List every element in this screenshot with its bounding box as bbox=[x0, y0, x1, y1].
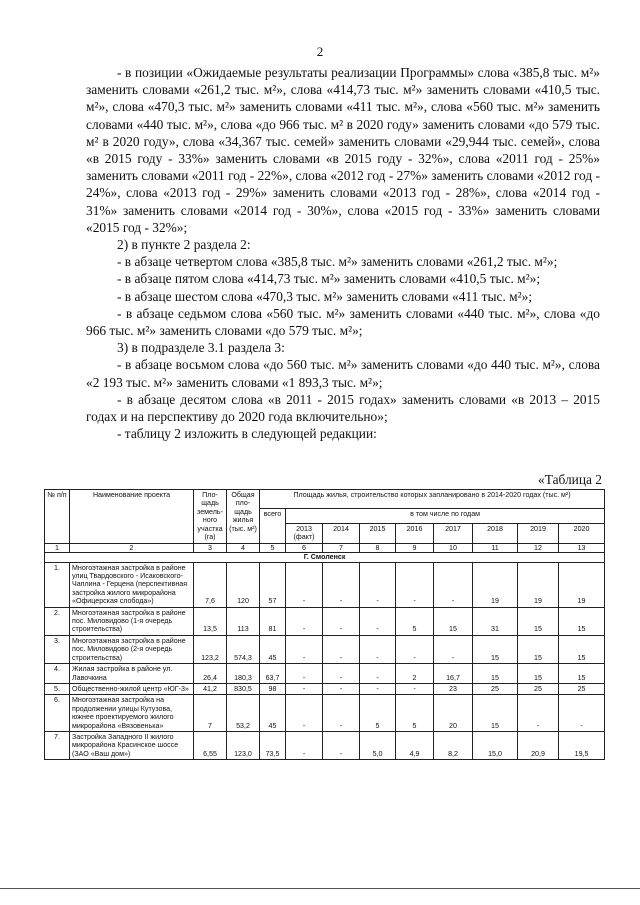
cell-area: 7 bbox=[194, 695, 227, 732]
cell-year: - bbox=[323, 695, 360, 732]
cell-year: 19 bbox=[559, 562, 605, 607]
col-header-year: 2016 bbox=[396, 524, 434, 544]
cell-total: 45 bbox=[260, 695, 286, 732]
paragraph: - в абзаце четвертом слова «385,8 тыс. м²» заменить словами «261,2 тыс. м²»; bbox=[117, 254, 558, 270]
paragraph: - в абзаце десятом слова «в 2011 - 2015 годах» заменить словами «в 2013 – 2015 годах и на перспективу до 2020 года включительно»; bbox=[86, 391, 600, 425]
cell-total: 73,5 bbox=[260, 731, 286, 759]
col-header-area: Пло- щадь земель- ного участка (га) bbox=[194, 490, 227, 544]
cell-year: 19 bbox=[473, 562, 518, 607]
cell-year: - bbox=[518, 695, 559, 732]
table-row bbox=[45, 731, 605, 759]
cell-year: - bbox=[286, 562, 323, 607]
cell-year: - bbox=[286, 607, 323, 635]
cell-year: - bbox=[323, 562, 360, 607]
col-number: 4 bbox=[227, 543, 260, 552]
col-header-by-year: в том числе по годам bbox=[286, 509, 605, 524]
paragraph: - в абзаце пятом слова «414,73 тыс. м²» заменить словами «410,5 тыс. м²»; bbox=[117, 271, 541, 287]
col-header-total: всего bbox=[260, 509, 286, 544]
cell-year: 15 bbox=[518, 607, 559, 635]
cell-area: 41,2 bbox=[194, 683, 227, 694]
cell-year: 4,9 bbox=[396, 731, 434, 759]
cell-year: 19 bbox=[518, 562, 559, 607]
cell-year: - bbox=[286, 731, 323, 759]
cell-area: 6,55 bbox=[194, 731, 227, 759]
paragraph: 3) в подразделе 3.1 раздела 3: bbox=[117, 340, 285, 356]
cell-area: 13,5 bbox=[194, 607, 227, 635]
cell-num: 3. bbox=[45, 635, 70, 663]
col-header-year: 2017 bbox=[434, 524, 473, 544]
cell-year: 8,2 bbox=[434, 731, 473, 759]
col-header-num: № п/п bbox=[45, 490, 70, 544]
cell-year: - bbox=[323, 731, 360, 759]
cell-total: 45 bbox=[260, 635, 286, 663]
cell-total-area: 120 bbox=[227, 562, 260, 607]
col-number: 2 bbox=[70, 543, 194, 552]
col-header-plan: Площадь жилья, строительство которых запланировано в 2014-2020 годах (тыс. м²) bbox=[260, 490, 605, 509]
cell-year: - bbox=[559, 695, 605, 732]
cell-year: - bbox=[286, 664, 323, 684]
cell-year: 15 bbox=[518, 635, 559, 663]
col-number: 9 bbox=[396, 543, 434, 552]
col-header-year: 2013 (факт) bbox=[286, 524, 323, 544]
cell-year: 31 bbox=[473, 607, 518, 635]
paragraph: - таблицу 2 изложить в следующей редакции: bbox=[117, 426, 377, 442]
cell-total-area: 53,2 bbox=[227, 695, 260, 732]
cell-year: - bbox=[286, 683, 323, 694]
housing-table bbox=[44, 489, 605, 760]
document-body bbox=[86, 64, 600, 442]
cell-year: 15 bbox=[473, 635, 518, 663]
cell-total: 81 bbox=[260, 607, 286, 635]
cell-year: 15 bbox=[559, 664, 605, 684]
table-row bbox=[45, 562, 605, 607]
cell-name: Общественно-жилой центр «ЮГ-3» bbox=[70, 683, 194, 694]
col-number: 12 bbox=[518, 543, 559, 552]
cell-year: - bbox=[396, 635, 434, 663]
table-row bbox=[45, 695, 605, 732]
cell-year: 15 bbox=[518, 664, 559, 684]
cell-year: - bbox=[323, 664, 360, 684]
col-header-year: 2018 bbox=[473, 524, 518, 544]
paragraph: - в абзаце шестом слова «470,3 тыс. м²» заменить словами «411 тыс. м²»; bbox=[117, 288, 533, 304]
cell-area: 26,4 bbox=[194, 664, 227, 684]
col-header-name: Наименование проекта bbox=[70, 490, 194, 544]
table-row bbox=[45, 607, 605, 635]
cell-num: 7. bbox=[45, 731, 70, 759]
col-header-year: 2019 bbox=[518, 524, 559, 544]
col-header-year: 2020 bbox=[559, 524, 605, 544]
cell-total: 57 bbox=[260, 562, 286, 607]
cell-num: 4. bbox=[45, 664, 70, 684]
col-number: 11 bbox=[473, 543, 518, 552]
cell-num: 2. bbox=[45, 607, 70, 635]
cell-total-area: 830,5 bbox=[227, 683, 260, 694]
paragraph: - в абзаце восьмом слова «до 560 тыс. м²» заменить словами «до 440 тыс. м²», слова «2 193 тыс. м²» заменить словами «1 893,3 тыс. м²»; bbox=[86, 357, 600, 390]
cell-year: 5,0 bbox=[360, 731, 396, 759]
cell-year: 16,7 bbox=[434, 664, 473, 684]
cell-year: - bbox=[360, 683, 396, 694]
table-caption: «Таблица 2 bbox=[538, 472, 602, 487]
cell-year: - bbox=[323, 607, 360, 635]
col-number: 10 bbox=[434, 543, 473, 552]
paragraph: - в абзаце седьмом слова «560 тыс. м²» заменить словами «440 тыс. м²», слова «до 966 тыс. м²» заменить словами «до 579 тыс. м²»; bbox=[86, 305, 600, 339]
cell-area: 7,6 bbox=[194, 562, 227, 607]
cell-year: - bbox=[286, 695, 323, 732]
cell-year: 19,5 bbox=[559, 731, 605, 759]
cell-year: 5 bbox=[396, 695, 434, 732]
col-number: 6 bbox=[286, 543, 323, 552]
cell-year: 15 bbox=[434, 607, 473, 635]
cell-year: - bbox=[434, 635, 473, 663]
page-number: 2 bbox=[316, 44, 324, 59]
cell-year: - bbox=[360, 664, 396, 684]
cell-name: Многоэтажная застройка в районе улиц Твардовского - Исаковского-Чаплина - Герцена (перспективная застройка жилого микрорайона «Офицерская слобода») bbox=[70, 562, 194, 607]
col-header-year: 2014 bbox=[323, 524, 360, 544]
cell-year: - bbox=[323, 635, 360, 663]
col-number: 5 bbox=[260, 543, 286, 552]
cell-total: 98 bbox=[260, 683, 286, 694]
cell-year: 5 bbox=[360, 695, 396, 732]
cell-year: 25 bbox=[473, 683, 518, 694]
cell-name: Многоэтажная застройка на продолжении улицы Кутузова, южнее проектируемого жилого микрорайона «Вязовенька» bbox=[70, 695, 194, 732]
cell-total-area: 123,0 bbox=[227, 731, 260, 759]
cell-year: - bbox=[396, 562, 434, 607]
section-row: Г. Смоленск bbox=[45, 553, 605, 562]
col-header-year: 2015 bbox=[360, 524, 396, 544]
cell-name: Жилая застройка в районе ул. Лавочкина bbox=[70, 664, 194, 684]
cell-year: - bbox=[360, 562, 396, 607]
col-number: 8 bbox=[360, 543, 396, 552]
cell-num: 5. bbox=[45, 683, 70, 694]
cell-year: - bbox=[360, 635, 396, 663]
paragraph: 2) в пункте 2 раздела 2: bbox=[117, 237, 251, 253]
col-header-total-area: Общая пло- щадь жилья (тыс. м²) bbox=[227, 490, 260, 544]
cell-year: 15 bbox=[559, 607, 605, 635]
cell-year: - bbox=[286, 635, 323, 663]
cell-year: 20 bbox=[434, 695, 473, 732]
cell-num: 6. bbox=[45, 695, 70, 732]
cell-name: Застройка Западного II жилого микрорайона Красинское шоссе (ЗАО «Ваш дом») bbox=[70, 731, 194, 759]
cell-year: 15 bbox=[559, 635, 605, 663]
cell-total-area: 574,3 bbox=[227, 635, 260, 663]
cell-year: 15,0 bbox=[473, 731, 518, 759]
cell-year: 25 bbox=[518, 683, 559, 694]
cell-year: 25 bbox=[559, 683, 605, 694]
cell-year: 15 bbox=[473, 695, 518, 732]
paragraph: - в позиции «Ожидаемые результаты реализации Программы» слова «385,8 тыс. м²» заменить словами «261,2 тыс. м²», слова «414,73 тыс. м²» заменить словами «410,5 тыс. м²», слова «470,3 тыс. м²» заменить словами «411 тыс. м²», слова «560 тыс. м²» заменить словами «440 тыс. м²», слова «до 966 тыс. м² в 2020 году» заменить словами «до 579 тыс. м² в 2020 году», слова «34,367 тыс. семей» заменить словами «29,944 тыс. семей», слова «в 2015 году - 33%» заменить словами «в 2015 году - 32%», слова «2011 год - 25%» заменить словами «2011 год - 22%», слова «2012 год - 27%» заменить словами «2012 год - 24%», слова «2013 год - 29%» заменить словами «2013 год - 28%», слова «2014 год - 31%» заменить словами «2014 год - 30%», слова «2015 год - 33%» заменить словами «2015 год - 32%»; bbox=[86, 65, 600, 235]
cell-year: - bbox=[434, 562, 473, 607]
cell-year: 15 bbox=[473, 664, 518, 684]
cell-year: - bbox=[323, 683, 360, 694]
col-number: 3 bbox=[194, 543, 227, 552]
cell-name: Многоэтажная застройка в районе пос. Миловидово (1-я очередь строительства) bbox=[70, 607, 194, 635]
table-row bbox=[45, 664, 605, 684]
footer-divider bbox=[0, 888, 640, 889]
cell-year: 23 bbox=[434, 683, 473, 694]
table-row bbox=[45, 683, 605, 694]
cell-num: 1. bbox=[45, 562, 70, 607]
cell-year: - bbox=[360, 607, 396, 635]
table-row bbox=[45, 635, 605, 663]
col-number: 13 bbox=[559, 543, 605, 552]
col-number: 7 bbox=[323, 543, 360, 552]
cell-total-area: 113 bbox=[227, 607, 260, 635]
cell-name: Многоэтажная застройка в районе пос. Миловидово (2-я очередь строительства) bbox=[70, 635, 194, 663]
cell-year: 2 bbox=[396, 664, 434, 684]
cell-total: 63,7 bbox=[260, 664, 286, 684]
col-number: 1 bbox=[45, 543, 70, 552]
cell-year: 20,9 bbox=[518, 731, 559, 759]
cell-year: - bbox=[396, 683, 434, 694]
cell-year: 5 bbox=[396, 607, 434, 635]
cell-total-area: 180,3 bbox=[227, 664, 260, 684]
cell-area: 123,2 bbox=[194, 635, 227, 663]
